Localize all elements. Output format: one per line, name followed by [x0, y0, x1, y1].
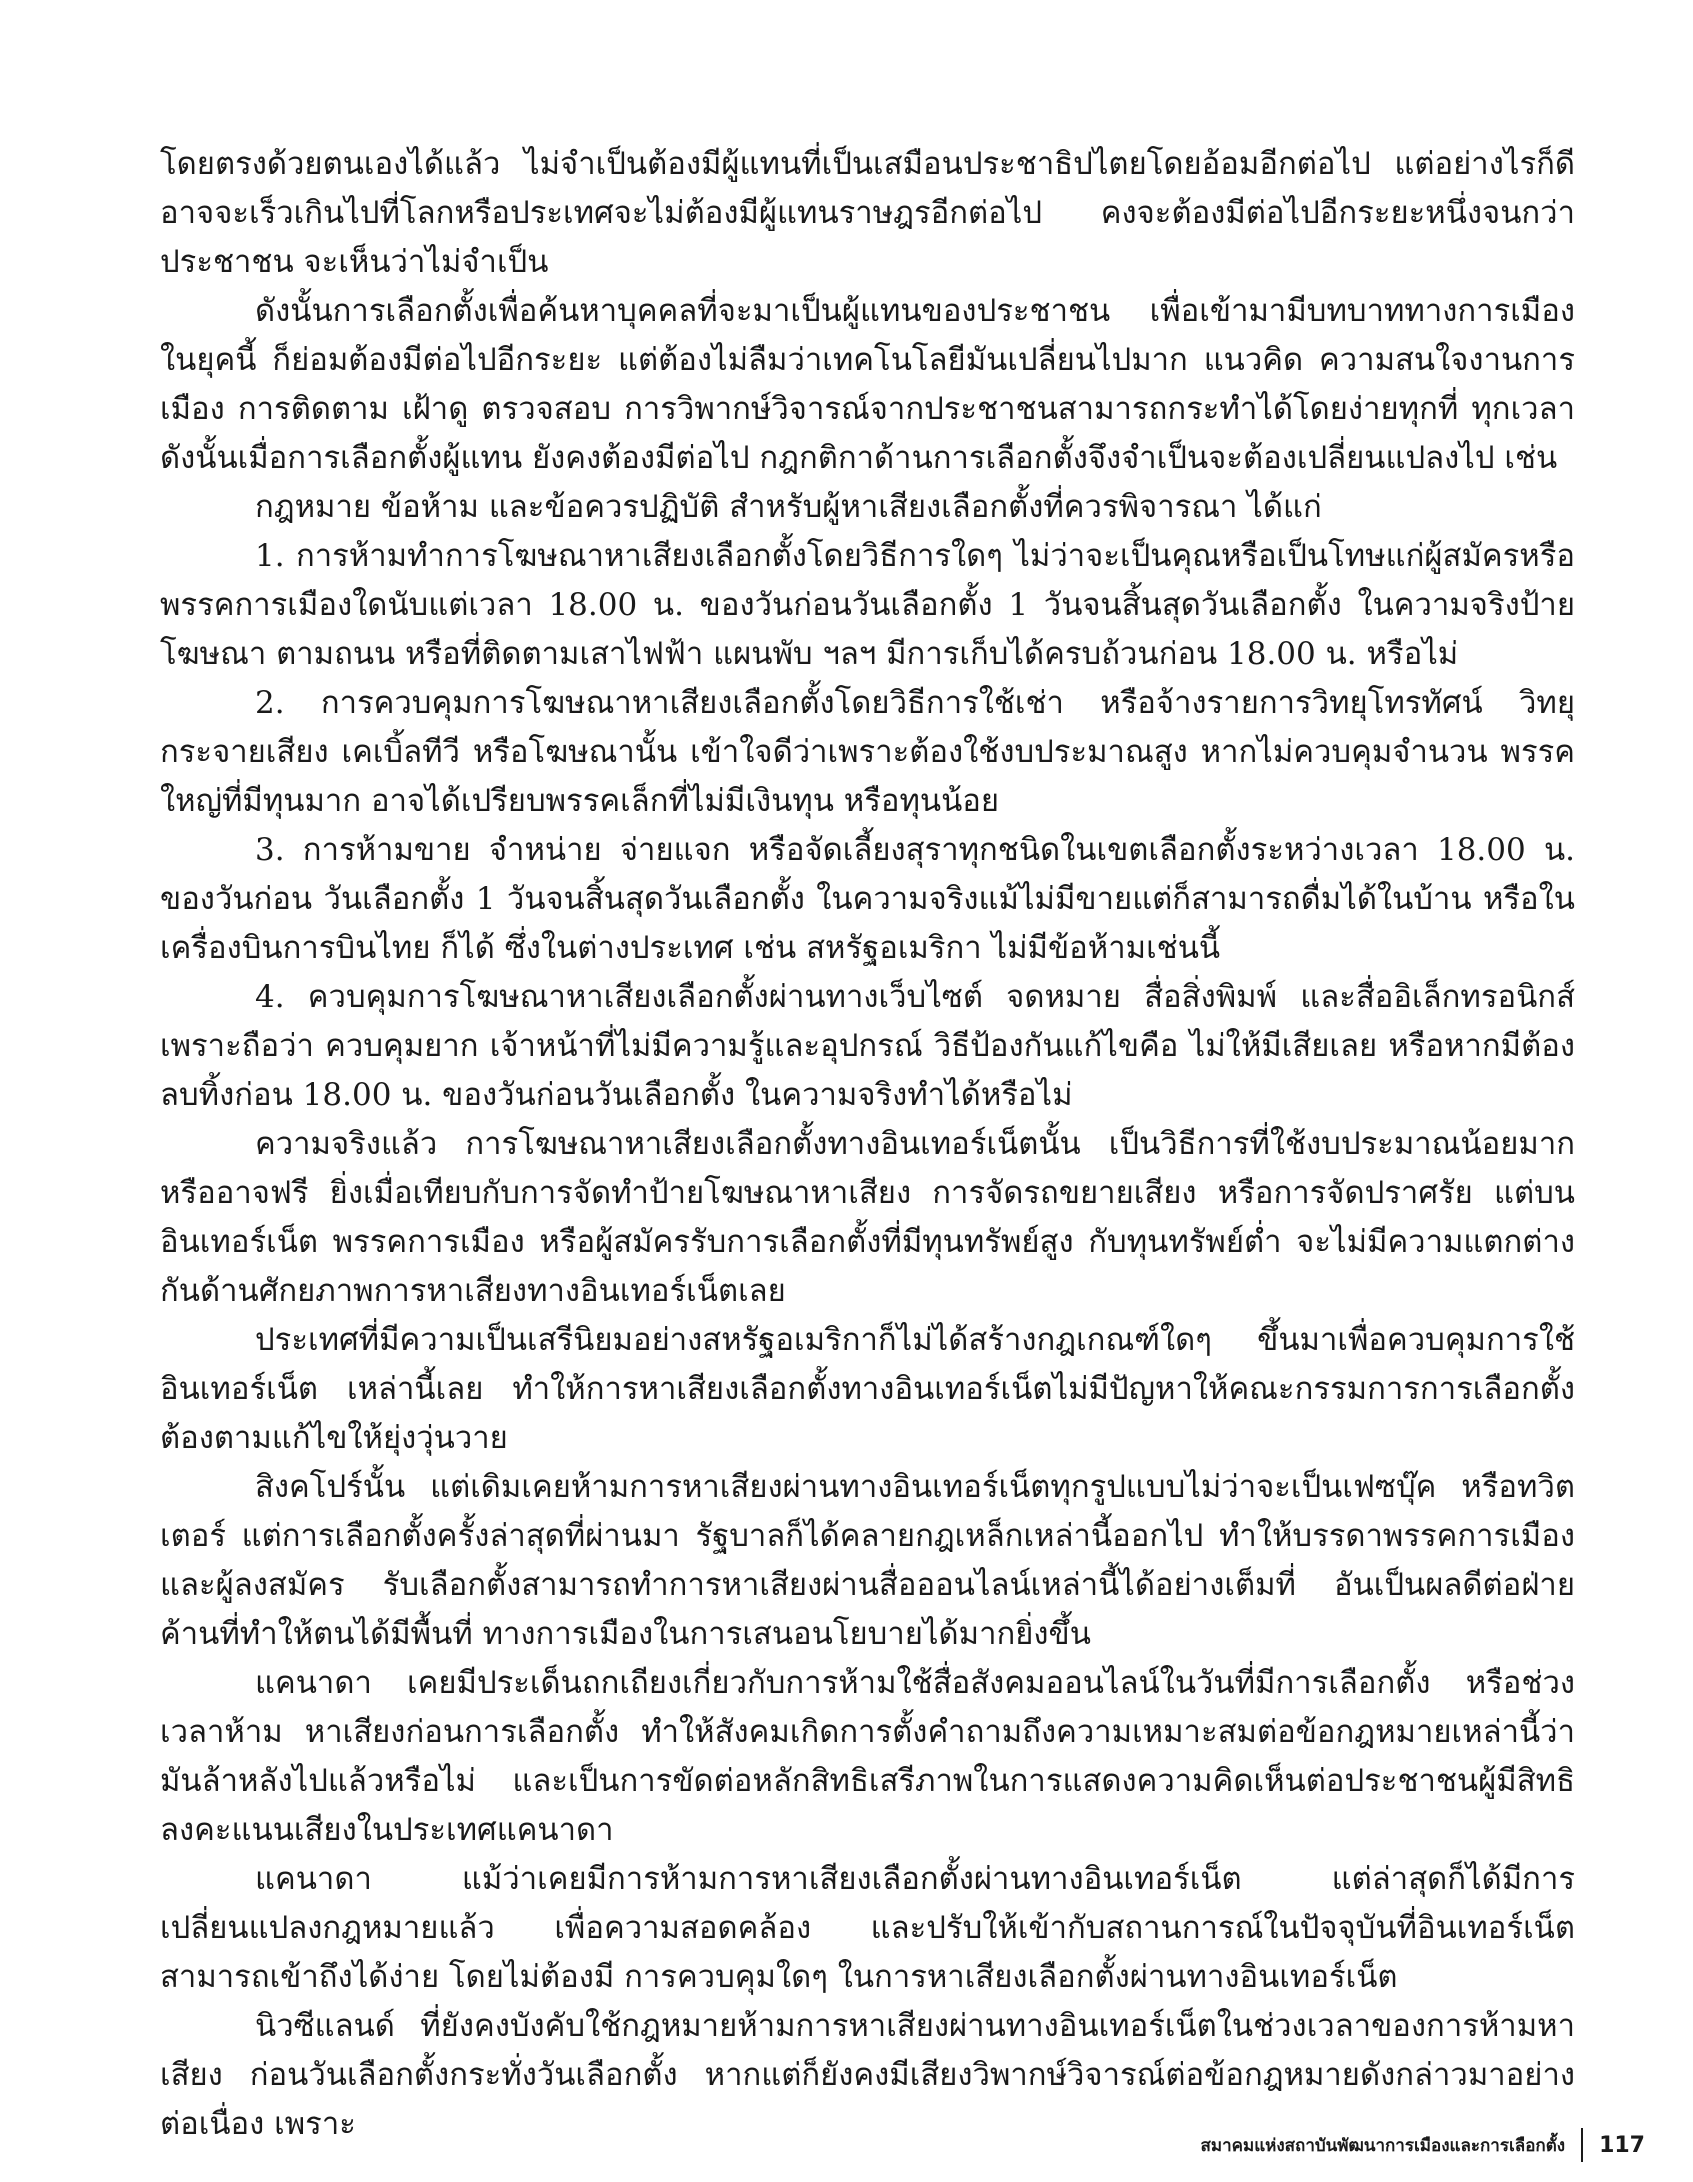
- paragraph: สิงคโปร์นั้น แต่เดิมเคยห้ามการหาเสียงผ่านทางอินเทอร์เน็ตทุกรูปแบบไม่ว่าจะเป็นเฟซบุ๊ค หรือทวิตเตอร์ แต่การเลือกตั้งครั้งล่าสุดที่ผ่านมา รัฐบาลก็ได้คลายกฎเหล็กเหล่านี้ออกไป ทำให้บรรดาพรรคการเมือง และผู้ลงสมัคร รับเลือกตั้งสามารถทำการหาเสียงผ่านสื่อออนไลน์เหล่านี้ได้อย่างเต็มที่ อันเป็นผลดีต่อฝ่ายค้านที่ทำให้ตนได้มีพื้นที่ ทางการเมืองในการเสนอนโยบายได้มากยิ่งขึ้น: [160, 1469, 1575, 1652]
- list-item-4: 4. ควบคุมการโฆษณาหาเสียงเลือกตั้งผ่านทางเว็บไซต์ จดหมาย สื่อสิ่งพิมพ์ และสื่ออิเล็กทรอนิกส์ เพราะถือว่า ควบคุมยาก เจ้าหน้าที่ไม่มีความรู้และอุปกรณ์ วิธีป้องกันแก้ไขคือ ไม่ให้มีเสียเลย หรือหากมีต้องลบทิ้งก่อน 18.00 น. ของวันก่อนวันเลือกตั้ง ในความจริงทำได้หรือไม่: [160, 979, 1575, 1113]
- paragraph: นิวซีแลนด์ ที่ยังคงบังคับใช้กฎหมายห้ามการหาเสียงผ่านทางอินเทอร์เน็ตในช่วงเวลาของการห้ามหาเสียง ก่อนวันเลือกตั้งกระทั่งวันเลือกตั้ง หากแต่ก็ยังคงมีเสียงวิพากษ์วิจารณ์ต่อข้อกฎหมายดังกล่าวมาอย่างต่อเนื่อง เพราะ: [160, 2008, 1575, 2142]
- page-number: 117: [1599, 2132, 1645, 2158]
- paragraph: แคนาดา แม้ว่าเคยมีการห้ามการหาเสียงเลือกตั้งผ่านทางอินเทอร์เน็ต แต่ล่าสุดก็ได้มีการเปลี่ยนแปลงกฎหมายแล้ว เพื่อความสอดคล้อง และปรับให้เข้ากับสถานการณ์ในปัจจุบันที่อินเทอร์เน็ตสามารถเข้าถึงได้ง่าย โดยไม่ต้องมี การควบคุมใดๆ ในการหาเสียงเลือกตั้งผ่านทางอินเทอร์เน็ต: [160, 1861, 1575, 1995]
- paragraph-continuation: โดยตรงด้วยตนเองได้แล้ว ไม่จำเป็นต้องมีผู้แทนที่เป็นเสมือนประชาธิปไตยโดยอ้อมอีกต่อไป แต่อย่างไรก็ดี อาจจะเร็วเกินไปที่โลกหรือประเทศจะไม่ต้องมีผู้แทนราษฎรอีกต่อไป คงจะต้องมีต่อไปอีกระยะหนึ่งจนกว่าประชาชน จะเห็นว่าไม่จำเป็น: [160, 146, 1575, 280]
- list-item-1: 1. การห้ามทำการโฆษณาหาเสียงเลือกตั้งโดยวิธีการใดๆ ไม่ว่าจะเป็นคุณหรือเป็นโทษแก่ผู้สมัครหรือ พรรคการเมืองใดนับแต่เวลา 18.00 น. ของวันก่อนวันเลือกตั้ง 1 วันจนสิ้นสุดวันเลือกตั้ง ในความจริงป้ายโฆษณา ตามถนน หรือที่ติดตามเสาไฟฟ้า แผนพับ ฯลฯ มีการเก็บได้ครบถ้วนก่อน 18.00 น. หรือไม่: [160, 538, 1575, 672]
- paragraph: ประเทศที่มีความเป็นเสรีนิยมอย่างสหรัฐอเมริกาก็ไม่ได้สร้างกฎเกณฑ์ใดๆ ขึ้นมาเพื่อควบคุมการใช้อินเทอร์เน็ต เหล่านี้เลย ทำให้การหาเสียงเลือกตั้งทางอินเทอร์เน็ตไม่มีปัญหาให้คณะกรรมการการเลือกตั้งต้องตามแก้ไขให้ยุ่งวุ่นวาย: [160, 1322, 1575, 1456]
- page-footer: [1200, 2128, 1645, 2162]
- list-item-2: 2. การควบคุมการโฆษณาหาเสียงเลือกตั้งโดยวิธีการใช้เช่า หรือจ้างรายการวิทยุโทรทัศน์ วิทยุกระจายเสียง เคเบิ้ลทีวี หรือโฆษณานั้น เข้าใจดีว่าเพราะต้องใช้งบประมาณสูง หากไม่ควบคุมจำนวน พรรคใหญ่ที่มีทุนมาก อาจได้เปรียบพรรคเล็กที่ไม่มีเงินทุน หรือทุนน้อย: [160, 685, 1575, 819]
- list-item-3: 3. การห้ามขาย จำหน่าย จ่ายแจก หรือจัดเลี้ยงสุราทุกชนิดในเขตเลือกตั้งระหว่างเวลา 18.00 น. ของวันก่อน วันเลือกตั้ง 1 วันจนสิ้นสุดวันเลือกตั้ง ในความจริงแม้ไม่มีขายแต่ก็สามารถดื่มได้ในบ้าน หรือในเครื่องบินการบินไทย ก็ได้ ซึ่งในต่างประเทศ เช่น สหรัฐอเมริกา ไม่มีข้อห้ามเช่นนี้: [160, 832, 1575, 966]
- document-body: [160, 140, 1575, 2149]
- paragraph: ดังนั้นการเลือกตั้งเพื่อค้นหาบุคคลที่จะมาเป็นผู้แทนของประชาชน เพื่อเข้ามามีบทบาททางการเมืองในยุคนี้ ก็ย่อมต้องมีต่อไปอีกระยะ แต่ต้องไม่ลืมว่าเทคโนโลยีมันเปลี่ยนไปมาก แนวคิด ความสนใจงานการเมือง การติดตาม เฝ้าดู ตรวจสอบ การวิพากษ์วิจารณ์จากประชาชนสามารถกระทำได้โดยง่ายทุกที่ ทุกเวลา ดังนั้นเมื่อการเลือกตั้งผู้แทน ยังคงต้องมีต่อไป กฎกติกาด้านการเลือกตั้งจึงจำเป็นจะต้องเปลี่ยนแปลงไป เช่น: [160, 293, 1575, 476]
- paragraph: ความจริงแล้ว การโฆษณาหาเสียงเลือกตั้งทางอินเทอร์เน็ตนั้น เป็นวิธีการที่ใช้งบประมาณน้อยมาก หรืออาจฟรี ยิ่งเมื่อเทียบกับการจัดทำป้ายโฆษณาหาเสียง การจัดรถขยายเสียง หรือการจัดปราศรัย แต่บนอินเทอร์เน็ต พรรคการเมือง หรือผู้สมัครรับการเลือกตั้งที่มีทุนทรัพย์สูง กับทุนทรัพย์ต่ำ จะไม่มีความแตกต่างกันด้านศักยภาพการหาเสียงทางอินเทอร์เน็ตเลย: [160, 1126, 1575, 1309]
- paragraph: แคนาดา เคยมีประเด็นถกเถียงเกี่ยวกับการห้ามใช้สื่อสังคมออนไลน์ในวันที่มีการเลือกตั้ง หรือช่วงเวลาห้าม หาเสียงก่อนการเลือกตั้ง ทำให้สังคมเกิดการตั้งคำถามถึงความเหมาะสมต่อข้อกฎหมายเหล่านี้ว่ามันล้าหลังไปแล้วหรือไม่ และเป็นการขัดต่อหลักสิทธิเสรีภาพในการแสดงความคิดเห็นต่อประชาชนผู้มีสิทธิลงคะแนนเสียงในประเทศแคนาดา: [160, 1665, 1575, 1848]
- footer-divider: [1581, 2128, 1583, 2162]
- footer-organization: สมาคมแห่งสถาบันพัฒนาการเมืองและการเลือกตั้ง: [1200, 2135, 1566, 2156]
- paragraph: กฎหมาย ข้อห้าม และข้อควรปฏิบัติ สำหรับผู้หาเสียงเลือกตั้งที่ควรพิจารณา ได้แก่: [255, 489, 1322, 525]
